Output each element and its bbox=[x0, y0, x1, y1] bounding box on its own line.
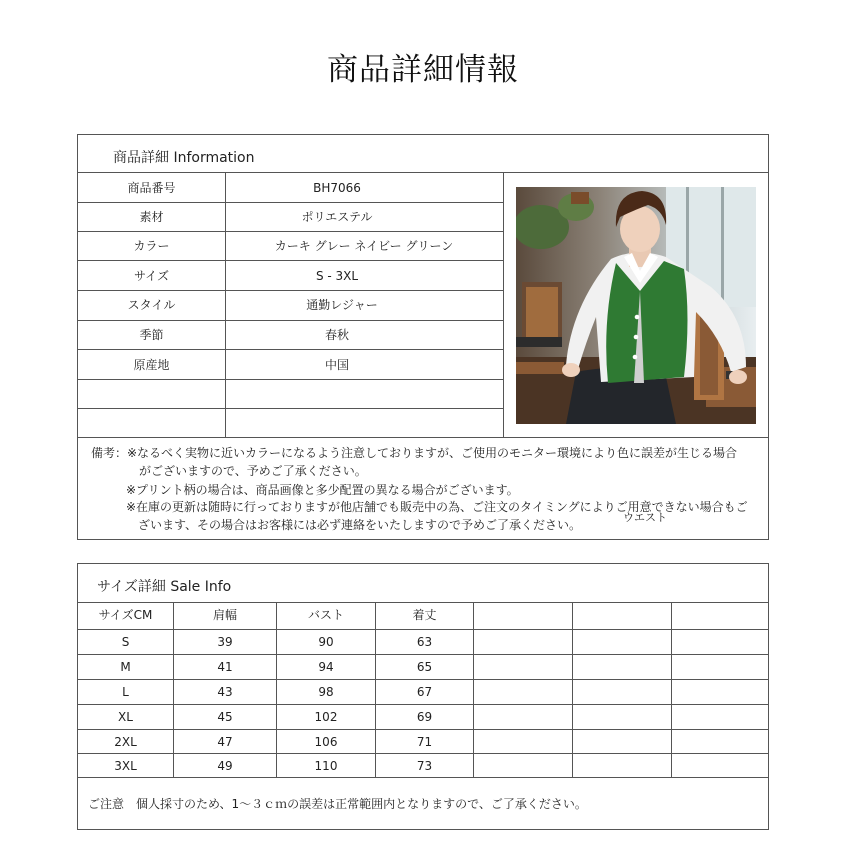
info-label: 素材 bbox=[139, 210, 164, 224]
size-cell: 110 bbox=[314, 759, 338, 773]
note-line: がございますので、予めご了承ください。 bbox=[139, 464, 367, 478]
grid-line bbox=[77, 231, 503, 232]
size-cell: 106 bbox=[314, 735, 338, 749]
size-cell: 41 bbox=[217, 660, 233, 674]
info-label: カラー bbox=[133, 239, 170, 253]
grid-line bbox=[77, 704, 769, 705]
info-label: サイズ bbox=[133, 269, 170, 283]
note-line: ※プリント柄の場合は、商品画像と多少配置の異なる場合がございます。 bbox=[126, 483, 519, 497]
grid-line bbox=[77, 320, 503, 321]
size-cell: 90 bbox=[318, 635, 334, 649]
size-cell: M bbox=[120, 660, 131, 674]
note-line: ※在庫の更新は随時に行っておりますが他店舗でも販売中の為、ご注文のタイミングによりご用意できない場合もご bbox=[126, 500, 748, 514]
size-cell: 69 bbox=[416, 710, 433, 724]
grid-line bbox=[77, 602, 769, 603]
size-cell: 39 bbox=[217, 635, 233, 649]
info-label: 季節 bbox=[139, 328, 164, 342]
grid-line bbox=[77, 654, 769, 655]
size-cell: 63 bbox=[416, 635, 433, 649]
size-col-header: 肩幅 bbox=[212, 608, 237, 622]
note-line: 備考：※なるべく実物に近いカラーになるよう注意しておりますが、ご使用のモニター環境により色に誤差が生じる場合 bbox=[91, 446, 738, 460]
product-photo bbox=[516, 187, 756, 424]
size-cell: 98 bbox=[318, 685, 334, 699]
info-value: BH7066 bbox=[313, 181, 361, 195]
size-cell: 47 bbox=[217, 735, 233, 749]
grid-line bbox=[473, 602, 474, 777]
info-value: 春秋 bbox=[324, 328, 349, 342]
size-cell: 3XL bbox=[114, 759, 137, 773]
grid-line bbox=[572, 602, 573, 777]
grid-line bbox=[77, 408, 503, 409]
size-cell: 71 bbox=[416, 735, 433, 749]
grid-line bbox=[77, 777, 769, 778]
note-line: ざいます、その場合はお客様には必ず連絡をいたしますので予めご了承ください。 bbox=[138, 518, 582, 532]
size-cell: S bbox=[121, 635, 130, 649]
size-cell: L bbox=[122, 685, 129, 699]
grid-line bbox=[77, 629, 769, 630]
grid-line bbox=[671, 602, 672, 777]
size-cell: 49 bbox=[217, 759, 233, 773]
grid-line bbox=[77, 437, 769, 438]
grid-line bbox=[77, 753, 769, 754]
size-cell: 73 bbox=[416, 759, 433, 773]
info-value: 通勤レジャー bbox=[306, 298, 378, 312]
grid-line bbox=[77, 290, 503, 291]
info-value: カーキ グレー ネイビー グリーン bbox=[274, 239, 454, 253]
info-label: スタイル bbox=[127, 298, 176, 312]
waist-overlay-label: ウエスト bbox=[623, 511, 667, 524]
info-value: S - 3XL bbox=[315, 269, 359, 283]
info-label: 商品番号 bbox=[127, 181, 176, 195]
size-cell: 67 bbox=[416, 685, 433, 699]
page-title: 商品詳細情報 bbox=[327, 52, 519, 88]
size-cell: 45 bbox=[217, 710, 233, 724]
grid-line bbox=[77, 679, 769, 680]
size-info-header: サイズ詳細 Sale Info bbox=[97, 579, 232, 595]
grid-line bbox=[77, 260, 503, 261]
size-cell: 65 bbox=[416, 660, 433, 674]
info-value: ポリエステル bbox=[301, 210, 373, 224]
grid-line bbox=[503, 172, 504, 437]
grid-line bbox=[77, 729, 769, 730]
size-footnote: ご注意 個人採寸のため、1～３ｃｍの誤差は正常範囲内となりますので、ご了承ください。 bbox=[88, 797, 587, 811]
size-col-header: サイズCM bbox=[98, 608, 153, 622]
grid-line bbox=[77, 349, 503, 350]
size-col-header: 着丈 bbox=[412, 608, 437, 622]
size-cell: 43 bbox=[217, 685, 233, 699]
size-cell: 94 bbox=[318, 660, 334, 674]
info-label: 原産地 bbox=[133, 358, 170, 372]
grid-line bbox=[77, 172, 769, 173]
grid-line bbox=[77, 202, 503, 203]
info-value: 中国 bbox=[324, 358, 349, 372]
product-info-header: 商品詳細 Information bbox=[113, 150, 255, 166]
size-col-header: バスト bbox=[307, 608, 344, 622]
size-cell: 102 bbox=[314, 710, 338, 724]
grid-line bbox=[77, 379, 503, 380]
size-cell: XL bbox=[118, 710, 133, 724]
size-cell: 2XL bbox=[114, 735, 137, 749]
